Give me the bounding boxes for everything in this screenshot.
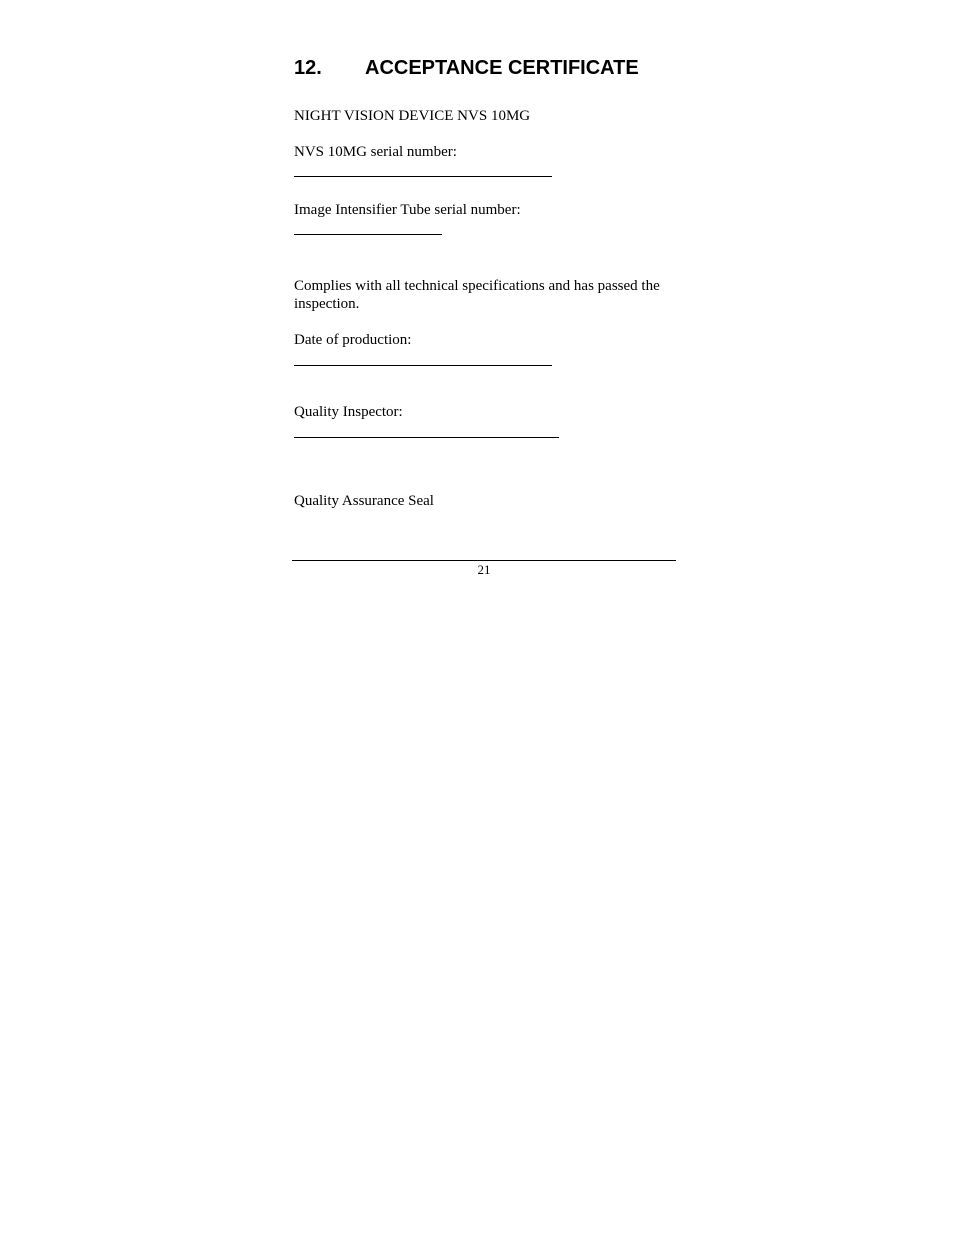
date-of-production-label: Date of production:: [294, 332, 412, 348]
quality-assurance-seal-label: Quality Assurance Seal: [294, 493, 434, 509]
nvs-serial-label: NVS 10MG serial number:: [294, 144, 457, 160]
tube-serial-label: Image Intensifier Tube serial number:: [294, 202, 521, 218]
section-heading: [294, 56, 639, 80]
quality-inspector-label: Quality Inspector:: [294, 404, 403, 420]
tube-serial-blank-line: [294, 234, 442, 235]
compliance-statement: Complies with all technical specifications and has passed the inspection.: [294, 278, 660, 312]
section-number: 12.: [294, 57, 322, 79]
page-number: 21: [477, 562, 491, 577]
inspector-blank-line: [294, 437, 559, 438]
section-title: ACCEPTANCE CERTIFICATE: [365, 57, 639, 79]
date-blank-line: [294, 365, 552, 366]
device-name: NIGHT VISION DEVICE NVS 10MG: [294, 108, 531, 124]
footer-divider: [292, 560, 676, 561]
nvs-serial-blank-line: [294, 176, 552, 177]
